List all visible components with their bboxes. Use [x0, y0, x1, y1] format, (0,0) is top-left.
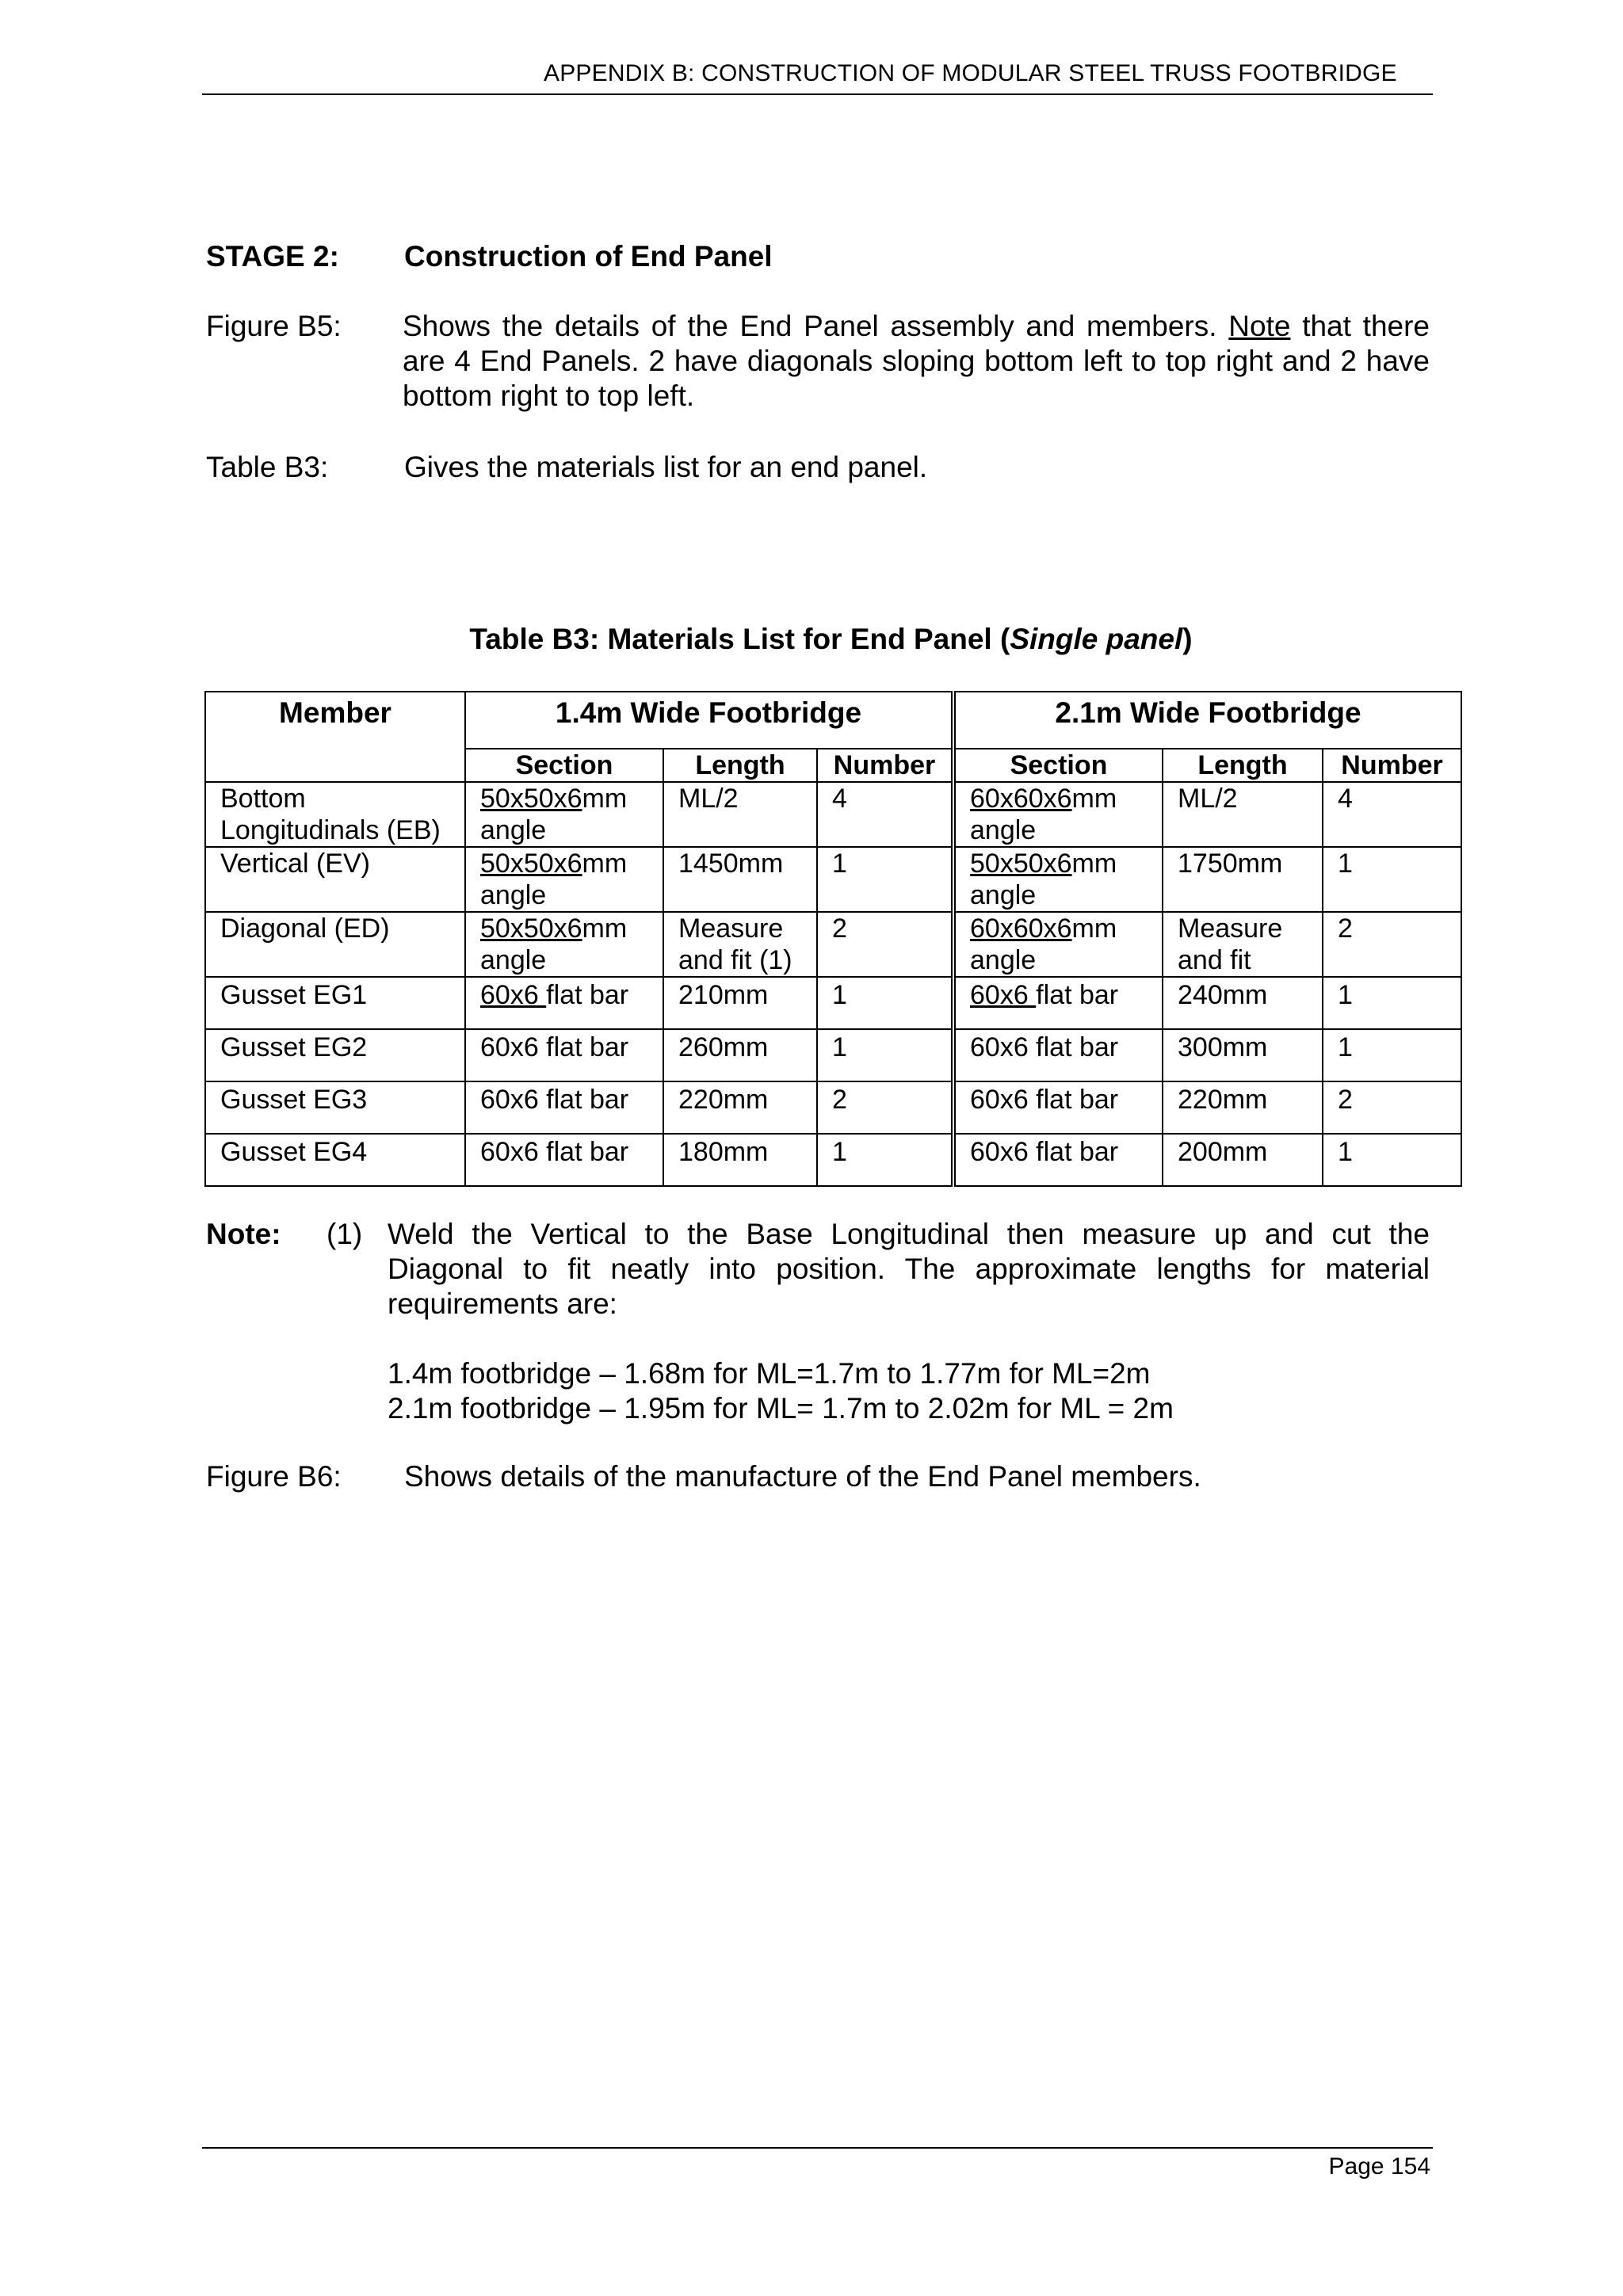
number-cell: 1 [817, 977, 953, 1029]
section-cell [465, 1134, 663, 1186]
length-cell: 240mm [1163, 977, 1323, 1029]
table-title-prefix: Table B3: Materials List for End Panel ( [469, 623, 1010, 655]
sub-header-number: Number [817, 749, 953, 782]
requirement-line-1: 1.4m footbridge – 1.68m for ML=1.7m to 1.77m for ML=2m [388, 1357, 1151, 1390]
length-cell: 220mm [1163, 1081, 1323, 1134]
sub-header-length: Length [663, 749, 817, 782]
member-cell: Gusset EG2 [205, 1029, 465, 1081]
table-row [205, 977, 1461, 1029]
number-cell: 1 [1323, 847, 1461, 912]
number-cell: 1 [817, 1029, 953, 1081]
length-cell: 210mm [663, 977, 817, 1029]
number-cell: 2 [817, 1081, 953, 1134]
sub-header-length: Length [1163, 749, 1323, 782]
section-cell [465, 1029, 663, 1081]
section-type: mm angle [480, 784, 628, 845]
member-cell: Vertical (EV) [205, 847, 465, 912]
length-cell: Measure and fit (1) [663, 912, 817, 977]
number-cell: 1 [817, 1134, 953, 1186]
section-size: 50x50x6 [970, 849, 1072, 879]
length-cell: 260mm [663, 1029, 817, 1081]
member-cell: Gusset EG3 [205, 1081, 465, 1134]
table-row [205, 1134, 1461, 1186]
note-label: Note: [206, 1218, 281, 1250]
figure-b5-text-after: that there are 4 End Panels. 2 have diagonals sloping bottom left to top right and 2 have bottom right to top left. [403, 310, 1430, 412]
table-b3-text: Gives the materials list for an end panel. [404, 451, 928, 483]
section-cell [953, 1081, 1163, 1134]
member-cell: Bottom Longitudinals (EB) [205, 782, 465, 847]
member-header: Member [205, 692, 465, 782]
length-cell: ML/2 [1163, 782, 1323, 847]
section-type: 60x6 flat bar [970, 1085, 1119, 1115]
length-cell: 180mm [663, 1134, 817, 1186]
group-header-1-4m: 1.4m Wide Footbridge [465, 692, 953, 749]
table-row [205, 912, 1461, 977]
section-cell [953, 782, 1163, 847]
section-type: mm angle [970, 913, 1117, 975]
table-row [205, 782, 1461, 847]
section-cell [953, 1029, 1163, 1081]
table-row [205, 1029, 1461, 1081]
section-type: mm angle [480, 913, 628, 975]
number-cell: 2 [1323, 1081, 1461, 1134]
note-number: (1) [327, 1218, 363, 1250]
section-size: 50x50x6 [480, 849, 582, 879]
length-cell: 1750mm [1163, 847, 1323, 912]
section-type: mm angle [480, 849, 628, 910]
sub-header-section: Section [953, 749, 1163, 782]
section-type: 60x6 flat bar [480, 1085, 629, 1115]
section-cell [465, 977, 663, 1029]
number-cell: 1 [1323, 977, 1461, 1029]
table-title-suffix: ) [1182, 623, 1193, 655]
member-cell: Gusset EG4 [205, 1134, 465, 1186]
section-cell [953, 912, 1163, 977]
length-cell: Measure and fit [1163, 912, 1323, 977]
figure-b5-text-before: Shows the details of the End Panel assembly and members. [403, 310, 1229, 342]
section-size: 60x6 [970, 980, 1037, 1010]
length-cell: ML/2 [663, 782, 817, 847]
number-cell: 4 [817, 782, 953, 847]
section-size: 60x6 [480, 980, 547, 1010]
member-cell: Gusset EG1 [205, 977, 465, 1029]
running-header: APPENDIX B: CONSTRUCTION OF MODULAR STEEL TRUSS FOOTBRIDGE [544, 60, 1397, 86]
section-cell [953, 847, 1163, 912]
section-cell [953, 1134, 1163, 1186]
length-cell: 220mm [663, 1081, 817, 1134]
stage-title: Construction of End Panel [404, 240, 773, 273]
figure-b6-text: Shows details of the manufacture of the End Panel members. [404, 1460, 1201, 1493]
table-title-italic: Single panel [1010, 623, 1183, 655]
section-type: 60x6 flat bar [970, 1032, 1119, 1062]
number-cell: 1 [1323, 1029, 1461, 1081]
materials-table [204, 691, 1462, 1187]
table-row [205, 1081, 1461, 1134]
table-title [202, 623, 1460, 656]
sub-header-section: Section [465, 749, 663, 782]
figure-b5-text [403, 309, 1430, 414]
section-cell [465, 782, 663, 847]
length-cell: 1450mm [663, 847, 817, 912]
requirement-line-2: 2.1m footbridge – 1.95m for ML= 1.7m to 2.02m for ML = 2m [388, 1392, 1174, 1425]
section-type: mm angle [970, 784, 1117, 845]
length-cell: 300mm [1163, 1029, 1323, 1081]
stage-label: STAGE 2: [206, 240, 339, 273]
sub-header-number: Number [1323, 749, 1461, 782]
number-cell: 2 [817, 912, 953, 977]
section-cell [465, 912, 663, 977]
table-row [205, 847, 1461, 912]
number-cell: 2 [1323, 912, 1461, 977]
section-type: flat bar [546, 980, 629, 1010]
figure-b6-label: Figure B6: [206, 1460, 342, 1493]
length-cell: 200mm [1163, 1134, 1323, 1186]
section-type: mm angle [970, 849, 1117, 910]
header-divider [202, 93, 1433, 95]
member-cell: Diagonal (ED) [205, 912, 465, 977]
section-size: 60x60x6 [970, 913, 1072, 944]
section-type: flat bar [1036, 980, 1119, 1010]
section-type: 60x6 flat bar [480, 1032, 629, 1062]
group-header-2-1m: 2.1m Wide Footbridge [953, 692, 1461, 749]
section-size: 50x50x6 [480, 784, 582, 814]
section-type: 60x6 flat bar [970, 1137, 1119, 1167]
note-text: Weld the Vertical to the Base Longitudinal then measure up and cut the Diagonal to fit neatly into position. The approximate lengths for material requirements are: [388, 1218, 1430, 1320]
section-cell [953, 977, 1163, 1029]
section-cell [465, 1081, 663, 1134]
page-number: Page 154 [1328, 2153, 1430, 2180]
section-size: 50x50x6 [480, 913, 582, 944]
number-cell: 4 [1323, 782, 1461, 847]
figure-b5-note-word: Note [1228, 310, 1291, 342]
number-cell: 1 [817, 847, 953, 912]
table-b3-label: Table B3: [206, 451, 329, 483]
section-size: 60x60x6 [970, 784, 1072, 814]
footer-divider [202, 2147, 1433, 2149]
number-cell: 1 [1323, 1134, 1461, 1186]
section-type: 60x6 flat bar [480, 1137, 629, 1167]
figure-b5-label: Figure B5: [206, 310, 342, 342]
section-cell [465, 847, 663, 912]
